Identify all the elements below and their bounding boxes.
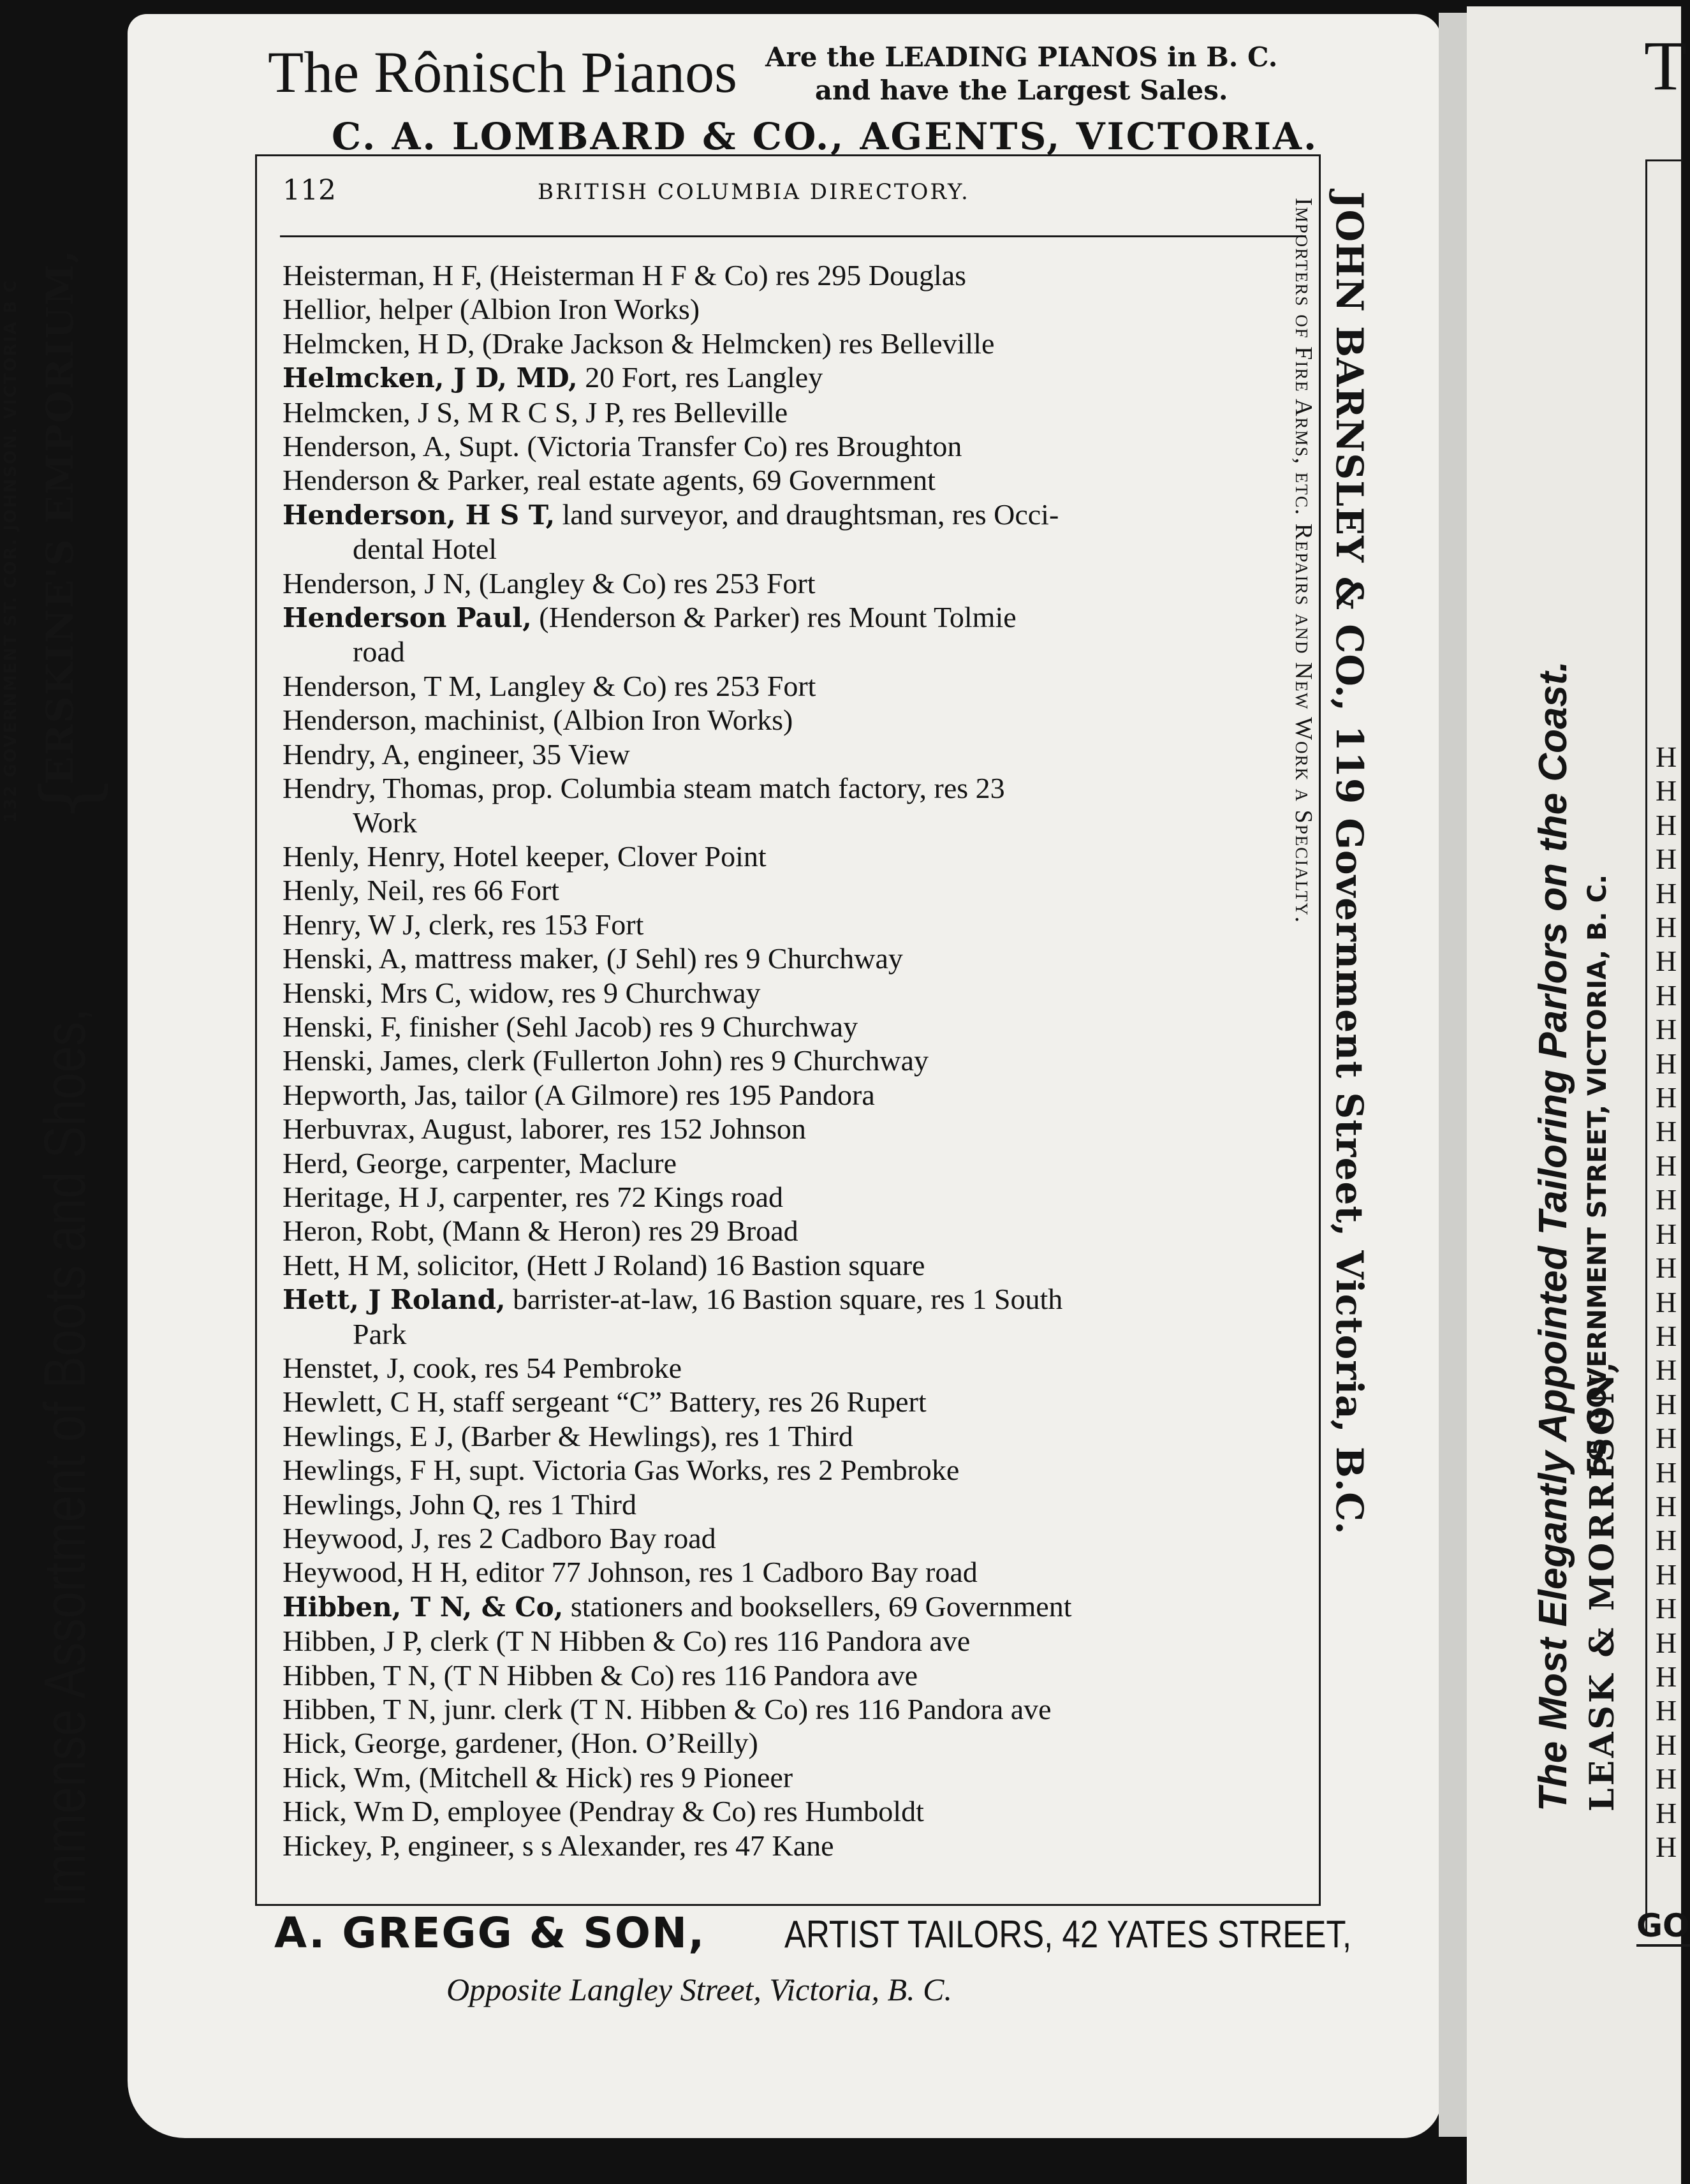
entry-text: land surveyor, and draughtsman, res Occi- [555, 498, 1059, 531]
page-gutter [1439, 13, 1471, 2137]
leask-morrison-address: 55 GOVERNMENT STREET, VICTORIA, B. C. [1583, 874, 1612, 1473]
piano-claim-line1: Are the LEADING PIANOS in B. C. [765, 41, 1278, 73]
entry-text: Henderson, machinist, (Albion Iron Works) [283, 704, 793, 737]
next-page-entry-initial: H [1656, 1319, 1677, 1352]
running-header [283, 174, 1293, 212]
directory-entry [283, 1829, 1303, 1863]
tailoring-advertisement [1531, 153, 1658, 1811]
entry-text: Hick, Wm, (Mitchell & Hick) res 9 Pioneer [283, 1760, 793, 1794]
directory-entry [283, 292, 1303, 326]
directory-entry [283, 1282, 1303, 1317]
directory-entry [283, 429, 1303, 463]
tailoring-tagline: The Most Elegantly Appointed Tailoring Parlors on the Coast. [1531, 661, 1575, 1811]
entry-continuation [283, 635, 1303, 668]
next-page-entry-initial: H [1656, 1047, 1677, 1080]
entry-text: 20 Fort, res Langley [577, 361, 823, 394]
directory-entry [283, 771, 1303, 805]
next-page-entry-initial: H [1656, 1456, 1677, 1489]
directory-entry [283, 1180, 1303, 1214]
directory-entry [283, 873, 1303, 907]
piano-advertisement [268, 26, 1320, 166]
next-page-entry-initial: H [1656, 1183, 1677, 1216]
entry-continuation [283, 806, 1303, 839]
piano-brand: The Rônisch Pianos [268, 40, 737, 105]
entry-text: Hewlings, F H, supt. Victoria Gas Works, res 2 Pembroke [283, 1454, 960, 1487]
entry-text: Heywood, H H, editor 77 Johnson, res 1 Cadboro Bay road [283, 1556, 978, 1589]
next-page-footer: GO [1636, 1907, 1690, 1947]
next-page-entry-initial: H [1656, 1592, 1677, 1625]
entry-text: Hibben, J P, clerk (T N Hibben & Co) res 116 Pandora ave [283, 1625, 971, 1658]
entry-text: Hellior, helper (Albion Iron Works) [283, 293, 700, 326]
directory-entry [283, 1146, 1303, 1180]
next-page-entry-initial: H [1656, 1489, 1677, 1523]
directory-entry [283, 1044, 1303, 1077]
boots-shoes-headline: Immense Assortment of Boots and Shoes, [33, 1008, 98, 1907]
entry-text: Herbuvrax, August, laborer, res 152 Johnson [283, 1112, 806, 1146]
next-page-entry-initial: H [1656, 774, 1677, 808]
directory-entry [283, 1078, 1303, 1112]
directory-entry [283, 395, 1303, 429]
entry-text: Henderson, J N, (Langley & Co) res 253 Fort [283, 566, 816, 600]
next-page-entry-initial: H [1656, 876, 1677, 910]
entry-bold-name: Henderson, H S T, [283, 499, 555, 531]
next-page-entry-initial: H [1656, 978, 1677, 1012]
entry-text: Hendry, Thomas, prop. Columbia steam match factory, res 23 [283, 772, 1005, 805]
brace-glyph: { [26, 774, 114, 823]
directory-entry [283, 1624, 1303, 1658]
entry-text: Hett, H M, solicitor, (Hett J Roland) 16 Bastion square [283, 1248, 925, 1281]
entry-text: Hendry, A, engineer, 35 View [283, 737, 630, 771]
entry-text: Henry, W J, clerk, res 153 Fort [283, 908, 644, 941]
entry-text: Hewlett, C H, staff sergeant “C” Battery, res 26 Rupert [283, 1385, 927, 1419]
directory-entry [283, 1385, 1303, 1419]
piano-claim-line2: and have the Largest Sales. [814, 75, 1228, 106]
entry-bold-name: Hett, J Roland, [283, 1284, 506, 1316]
entry-text: Hewlings, John Q, res 1 Third [283, 1487, 636, 1521]
entry-bold-name: Hibben, T N, & Co, [283, 1591, 564, 1623]
gregg-advertisement [274, 1908, 1358, 2023]
directory-entry [283, 908, 1303, 941]
directory-entry [283, 360, 1303, 395]
page-number: 112 [283, 174, 336, 207]
directory-entry [283, 1521, 1303, 1555]
entry-text: Heron, Robt, (Mann & Heron) res 29 Broad [283, 1214, 798, 1248]
entry-text: Helmcken, H D, (Drake Jackson & Helmcken) res Belleville [283, 327, 995, 360]
entry-continuation [283, 1317, 1303, 1351]
entry-text: Henski, F, finisher (Sehl Jacob) res 9 Churchway [283, 1010, 858, 1043]
next-page-entry-initial: H [1656, 1762, 1677, 1796]
entry-text: barrister-at-law, 16 Bastion square, res 1 South [505, 1283, 1063, 1316]
directory-title: BRITISH COLUMBIA DIRECTORY. [538, 179, 970, 205]
next-page-entry-initial: H [1656, 1217, 1677, 1250]
header-rule [280, 235, 1306, 237]
entry-text: Henderson, T M, Langley & Co) res 253 Fort [283, 669, 816, 702]
directory-entry [283, 1214, 1303, 1248]
directory-entry [283, 1419, 1303, 1453]
directory-entry [283, 669, 1303, 703]
entry-text: Hickey, P, engineer, s s Alexander, res 47 Kane [283, 1829, 834, 1862]
next-page-entry-initial: H [1656, 1796, 1677, 1829]
entry-text: Heisterman, H F, (Heisterman H F & Co) res 295 Douglas [283, 259, 967, 291]
directory-entry [283, 1555, 1303, 1589]
barnsley-advertisement [1269, 191, 1371, 1722]
next-page-entry-initial: H [1656, 945, 1677, 978]
directory-entry [283, 1112, 1303, 1146]
entry-text: Park [353, 1317, 407, 1350]
next-page-entry-initial: H [1656, 1422, 1677, 1455]
next-page-entry-initial: H [1656, 843, 1677, 876]
entry-continuation [283, 532, 1303, 566]
next-page-entry-initial: H [1656, 1149, 1677, 1182]
boots-shoes-advertisement [0, 0, 115, 1907]
next-page-entry-initial: H [1656, 808, 1677, 841]
next-page-entry-initial: H [1656, 1251, 1677, 1285]
entry-text: road [353, 635, 405, 668]
directory-entry [283, 1010, 1303, 1044]
next-page-entry-initial: H [1656, 1626, 1677, 1659]
directory-entry [283, 1248, 1303, 1282]
next-page-letter: T [1644, 27, 1687, 105]
directory-entries [283, 258, 1303, 1863]
entry-text: Hibben, T N, (T N Hibben & Co) res 116 Pandora ave [283, 1658, 918, 1692]
entry-text: Herd, George, carpenter, Maclure [283, 1146, 677, 1179]
next-page-entry-initial: H [1656, 1013, 1677, 1046]
entry-text: Henderson & Parker, real estate agents, 69 Government [283, 464, 936, 497]
next-page-entry-initial: H [1656, 911, 1677, 944]
next-page-entries [1656, 740, 1677, 1864]
entry-text: Work [353, 806, 418, 839]
directory-entry [283, 566, 1303, 600]
directory-entry [283, 1590, 1303, 1624]
directory-entry [283, 703, 1303, 737]
directory-entry [283, 1726, 1303, 1760]
next-page-entry-initial: H [1656, 1558, 1677, 1591]
gregg-trade: ARTIST TAILORS, 42 YATES STREET, [784, 1913, 1352, 1956]
next-page-entry-initial: H [1656, 1694, 1677, 1727]
directory-entry [283, 600, 1303, 635]
directory-entry [283, 1453, 1303, 1487]
gregg-location: Opposite Langley Street, Victoria, B. C. [446, 1972, 952, 2007]
entry-text: Heywood, J, res 2 Cadboro Bay road [283, 1522, 716, 1555]
entry-bold-name: Henderson Paul, [283, 602, 532, 634]
erskine-address: 132 GOVERNMENT ST. COR. JOHNSON. VICTORIA B C [1, 279, 20, 823]
next-page-entry-initial: H [1656, 1831, 1677, 1863]
next-page-entry-initial: H [1656, 1524, 1677, 1557]
entry-text: Henstet, J, cook, res 54 Pembroke [283, 1352, 682, 1384]
gregg-name: A. GREGG & SON, [274, 1908, 706, 1958]
directory-entry [283, 941, 1303, 975]
erskine-store-name: ERSKINE'S EMPORIUM, [38, 249, 82, 785]
entry-text: Henski, A, mattress maker, (J Sehl) res 9 Churchway [283, 942, 903, 975]
entry-text: Henski, Mrs C, widow, res 9 Churchway [283, 976, 761, 1009]
entry-text: Henly, Henry, Hotel keeper, Clover Point [283, 839, 767, 873]
next-page-entry-initial: H [1656, 1660, 1677, 1693]
entry-text: Helmcken, J S, M R C S, J P, res Belleville [283, 395, 788, 429]
next-page-entry-initial: H [1656, 1285, 1677, 1318]
directory-entry [283, 839, 1303, 873]
entry-text: Hepworth, Jas, tailor (A Gilmore) res 195 Pandora [283, 1078, 875, 1111]
directory-entry [283, 976, 1303, 1010]
entry-text: (Henderson & Parker) res Mount Tolmie [531, 601, 1017, 634]
piano-agents: C. A. LOMBARD & CO., AGENTS, VICTORIA. [332, 115, 1319, 158]
directory-entry [283, 463, 1303, 497]
barnsley-headline: JOHN BARNSLEY & CO., 119 Government Street, Victoria, B.C. [1328, 191, 1371, 1535]
entry-text: Henski, James, clerk (Fullerton John) res 9 Churchway [283, 1044, 929, 1077]
entry-text: Heritage, H J, carpenter, res 72 Kings road [283, 1180, 783, 1213]
barnsley-subline: Importers of Fire Arms, etc. Repairs and New Work a Specialty. [1290, 198, 1317, 924]
leask-morrison-name: LEASK & MORRISON, [1583, 1359, 1622, 1811]
directory-entry [283, 258, 1303, 292]
directory-entry [283, 1692, 1303, 1726]
directory-entry [283, 1351, 1303, 1385]
entry-text: Hewlings, E J, (Barber & Hewlings), res 1 Third [283, 1419, 853, 1452]
entry-text: stationers and booksellers, 69 Government [563, 1590, 1072, 1623]
next-page-entry-initial: H [1656, 1387, 1677, 1420]
directory-entry [283, 1760, 1303, 1794]
next-page-entry-initial: H [1656, 741, 1677, 773]
directory-frame [255, 154, 1321, 1906]
directory-entry [283, 498, 1303, 532]
entry-text: Henderson, A, Supt. (Victoria Transfer Co) res Broughton [283, 430, 962, 463]
entry-text: Hibben, T N, junr. clerk (T N. Hibben & Co) res 116 Pandora ave [283, 1693, 1052, 1726]
directory-entry [283, 1794, 1303, 1828]
next-page-entry-initial: H [1656, 1115, 1677, 1148]
directory-entry [283, 737, 1303, 771]
entry-text: Hick, George, gardener, (Hon. O’Reilly) [283, 1727, 758, 1760]
directory-entry [283, 327, 1303, 360]
entry-text: Hick, Wm D, employee (Pendray & Co) res Humboldt [283, 1795, 924, 1828]
next-page-entry-initial: H [1656, 1728, 1677, 1761]
piano-claim [765, 41, 1277, 107]
entry-text: Henly, Neil, res 66 Fort [283, 874, 559, 907]
entry-text: dental Hotel [353, 533, 497, 566]
next-page-entry-initial: H [1656, 1081, 1677, 1114]
directory-entry [283, 1487, 1303, 1521]
entry-bold-name: Helmcken, J D, MD, [283, 362, 578, 394]
next-page-entry-initial: H [1656, 1354, 1677, 1387]
directory-entry [283, 1658, 1303, 1692]
